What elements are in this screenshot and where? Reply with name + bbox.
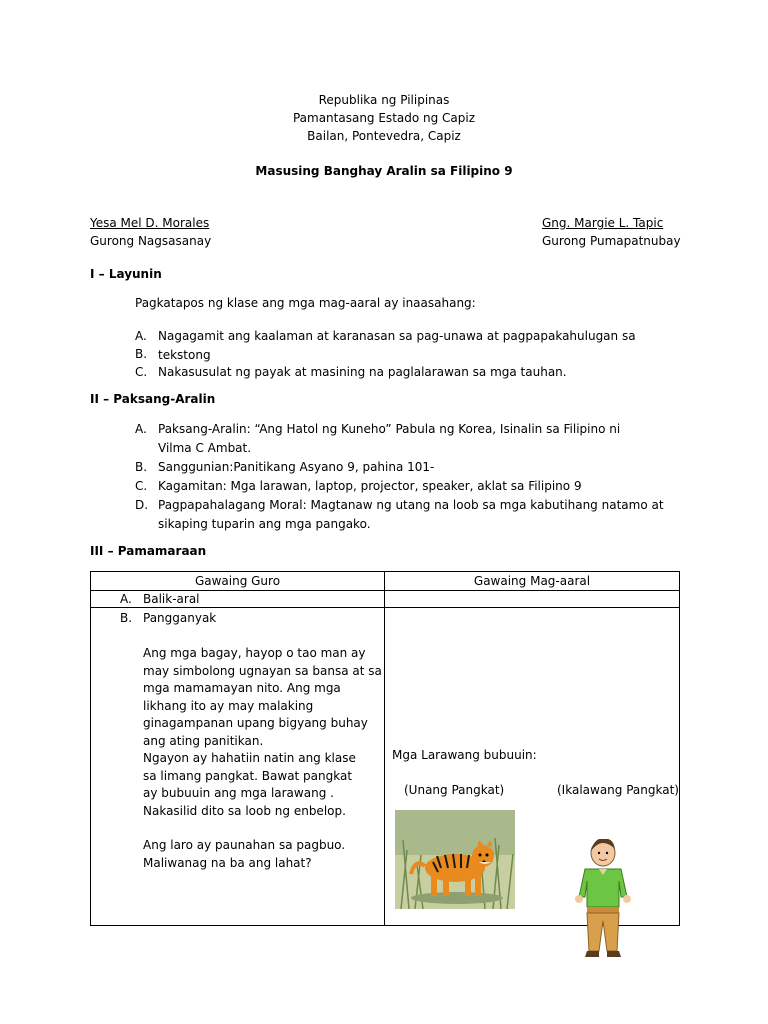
review-label: Balik-aral (143, 592, 200, 606)
objective-item (135, 363, 680, 382)
review-cell (91, 591, 385, 608)
university-line: Pamantasang Estado ng Capiz (292, 111, 476, 125)
document-title: Masusing Banghay Aralin sa Filipino 9 (255, 164, 513, 178)
list-marker: A. (120, 592, 132, 606)
list-marker: B. (135, 460, 148, 474)
motivation-paragraph: Ang mga bagay, hayop o tao man ay may simbolong ugnayan sa bansa at sa mga mamamayan nito. Ang mga likhang ito ay may malaking ginagampanan upang bigyang buhay ang ating panitikan. (143, 646, 382, 748)
subject-text: Kagamitan: Mga larawan, laptop, projector, speaker, aklat sa Filipino 9 (158, 479, 582, 493)
student-activity-cell (385, 608, 680, 926)
student-column-header: Gawaing Mag-aaral (385, 572, 680, 591)
teacher-role: Gurong Nagsasanay (90, 234, 212, 248)
review-student-cell (385, 591, 680, 608)
group-1-label: (Unang Pangkat) (404, 783, 505, 797)
motivation-label: Pangganyak (143, 611, 217, 625)
objective-text: Nakasusulat ng payak at masining na paglalarawan sa mga tauhan. (158, 365, 567, 379)
subject-text: Sanggunian:Panitikang Asyano 9, pahina 101- (158, 460, 435, 474)
list-marker: A. (135, 422, 147, 436)
list-marker: A. (135, 329, 147, 343)
group-2-label: (Ikalawang Pangkat) (557, 783, 679, 797)
procedure-table (90, 571, 680, 926)
section-2-heading: II – Paksang-Aralin (90, 392, 216, 406)
objective-item (135, 327, 680, 365)
tiger-picture-icon (395, 810, 515, 909)
motivation-cell (91, 608, 385, 926)
instruction-paragraph: Ngayon ay hahatiin natin ang klase sa limang pangkat. Bawat pangkat ay bubuuin ang mga larawang . Nakasilid dito sa loob ng enbelop. (143, 751, 356, 818)
address-line: Bailan, Pontevedra, Capiz (307, 129, 461, 143)
list-marker: D. (135, 498, 149, 512)
section-3-heading: III – Pamamaraan (90, 544, 207, 558)
teacher-column-header: Gawaing Guro (91, 572, 385, 591)
republic-line: Republika ng Pilipinas (318, 93, 450, 107)
list-marker: B. (120, 611, 133, 625)
objective-text: Nagagamit ang kaalaman at karanasan sa pag-unawa at pagpapakahulugan sa tekstong (158, 329, 636, 362)
list-marker: C. (135, 479, 148, 493)
subject-item (135, 458, 680, 477)
list-marker: C. (135, 365, 148, 379)
list-marker: B. (135, 347, 148, 361)
subject-item (135, 420, 657, 458)
objectives-intro: Pagkatapos ng klase ang mga mag-aaral ay inaasahang: (135, 296, 476, 310)
subject-text: Paksang-Aralin: “Ang Hatol ng Kuneho” Pabula ng Korea, Isinalin sa Filipino ni Vilma C Ambat. (158, 422, 621, 455)
subject-text: Pagpapahalagang Moral: Magtanaw ng utang na loob sa mga kabutihang natamo at sikaping tuparin ang mga pangako. (158, 498, 664, 531)
teacher-name: Yesa Mel D. Morales (90, 216, 210, 230)
supervisor-name: Gng. Margie L. Tapic (542, 216, 664, 230)
section-1-heading: I – Layunin (90, 267, 162, 281)
subject-item (135, 477, 680, 496)
pictures-intro: Mga Larawang bubuuin: (392, 748, 537, 762)
game-paragraph: Ang laro ay paunahan sa pagbuo. Maliwanag na ba ang lahat? (143, 838, 346, 870)
boy-cartoon-picture-icon (575, 839, 631, 961)
supervisor-role: Gurong Pumapatnubay (542, 234, 681, 248)
subject-item (135, 496, 680, 534)
